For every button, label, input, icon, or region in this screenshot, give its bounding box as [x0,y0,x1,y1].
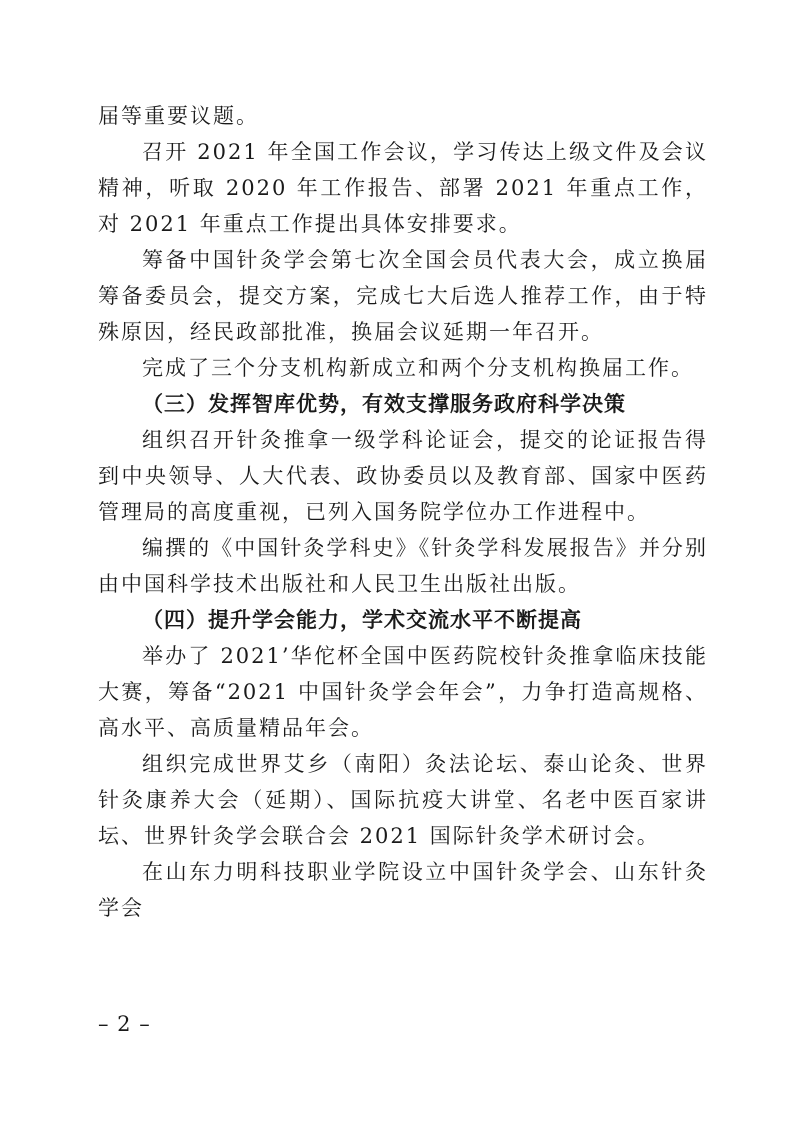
paragraph-6: 编撰的《中国针灸学科史》《针灸学科发展报告》并分别由中国科学技术出版社和人民卫生出版社出版。 [98,536,708,596]
paragraph-2: 召开 2021 年全国工作会议，学习传达上级文件及会议精神，听取 2020 年工作报告、部署 2021 年重点工作，对 2021 年重点工作提出具体安排要求。 [98,140,708,236]
paragraph-4: 完成了三个分支机构新成立和两个分支机构换届工作。 [142,356,694,380]
paragraph-8: 组织完成世界艾乡（南阳）灸法论坛、泰山论灸、世界针灸康养大会（延期）、国际抗疫大讲堂、名老中医百家讲坛、世界针灸学会联合会 2021 国际针灸学术研讨会。 [98,752,708,848]
paragraph-9: 在山东力明科技职业学院设立中国针灸学会、山东针灸学会 [98,860,708,920]
paragraph-1: 届等重要议题。 [98,104,259,128]
paragraph-5: 组织召开针灸推拿一级学科论证会，提交的论证报告得到中央领导、人大代表、政协委员以及教育部、国家中医药管理局的高度重视，已列入国务院学位办工作进程中。 [98,428,708,524]
section-heading-4: （四）提升学会能力，学术交流水平不断提高 [142,607,582,632]
paragraph-7: 举办了 2021’华佗杯全国中医药院校针灸推拿临床技能大赛，筹备“2021 中国针灸学会年会”，力争打造高规格、高水平、高质量精品年会。 [98,644,708,740]
page-number: – 2 – [98,1012,151,1036]
document-body [98,98,708,926]
section-heading-3: （三）发挥智库优势，有效支撑服务政府科学决策 [142,391,626,416]
paragraph-3: 筹备中国针灸学会第七次全国会员代表大会，成立换届筹备委员会，提交方案，完成七大后选人推荐工作，由于特殊原因，经民政部批准，换届会议延期一年召开。 [98,248,708,344]
